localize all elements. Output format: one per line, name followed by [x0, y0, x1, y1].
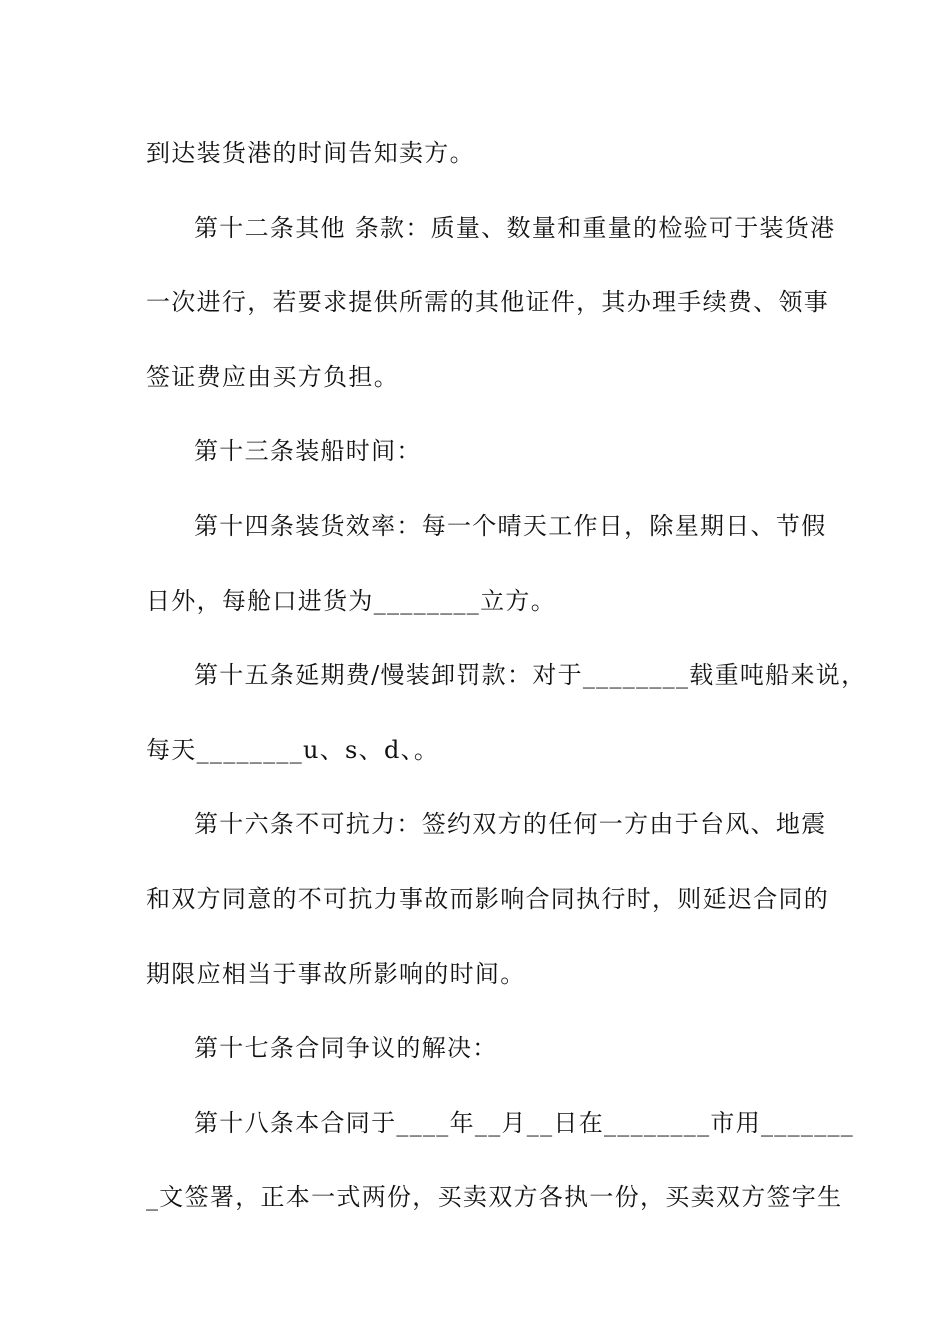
text-line: 一次进行，若要求提供所需的其他证件，其办理手续费、领事: [146, 288, 830, 317]
text-line: 日外，每舱口进货为________立方。: [146, 586, 556, 615]
text-line: 签证费应由买方负担。: [146, 362, 399, 391]
text-line: 第十五条延期费/慢装卸罚款：对于________载重吨船来说，: [194, 661, 867, 690]
text-line: 第十七条合同争议的解决：: [194, 1034, 498, 1063]
text-line: 第十八条本合同于____年__月__日在________市用_______: [194, 1108, 855, 1137]
text-line: 期限应相当于事故所影响的时间。: [146, 959, 526, 988]
text-line: 第十三条装船时间：: [194, 437, 422, 466]
text-line: 第十四条装货效率：每一个晴天工作日，除星期日、节假: [194, 511, 827, 540]
text-line: 第十二条其他 条款：质量、数量和重量的检验可于装货港: [194, 213, 836, 242]
text-line: 每天________u、s、d、。: [146, 735, 440, 764]
text-line: 到达装货港的时间告知卖方。: [146, 139, 475, 167]
text-line: 第十六条不可抗力：签约双方的任何一方由于台风、地震: [194, 810, 827, 839]
text-line: _文签署，正本一式两份，买卖双方各执一份，买卖双方签字生: [146, 1183, 843, 1212]
document-body: [146, 127, 867, 1246]
text-line: 和双方同意的不可抗力事故而影响合同执行时，则延迟合同的: [146, 884, 830, 913]
